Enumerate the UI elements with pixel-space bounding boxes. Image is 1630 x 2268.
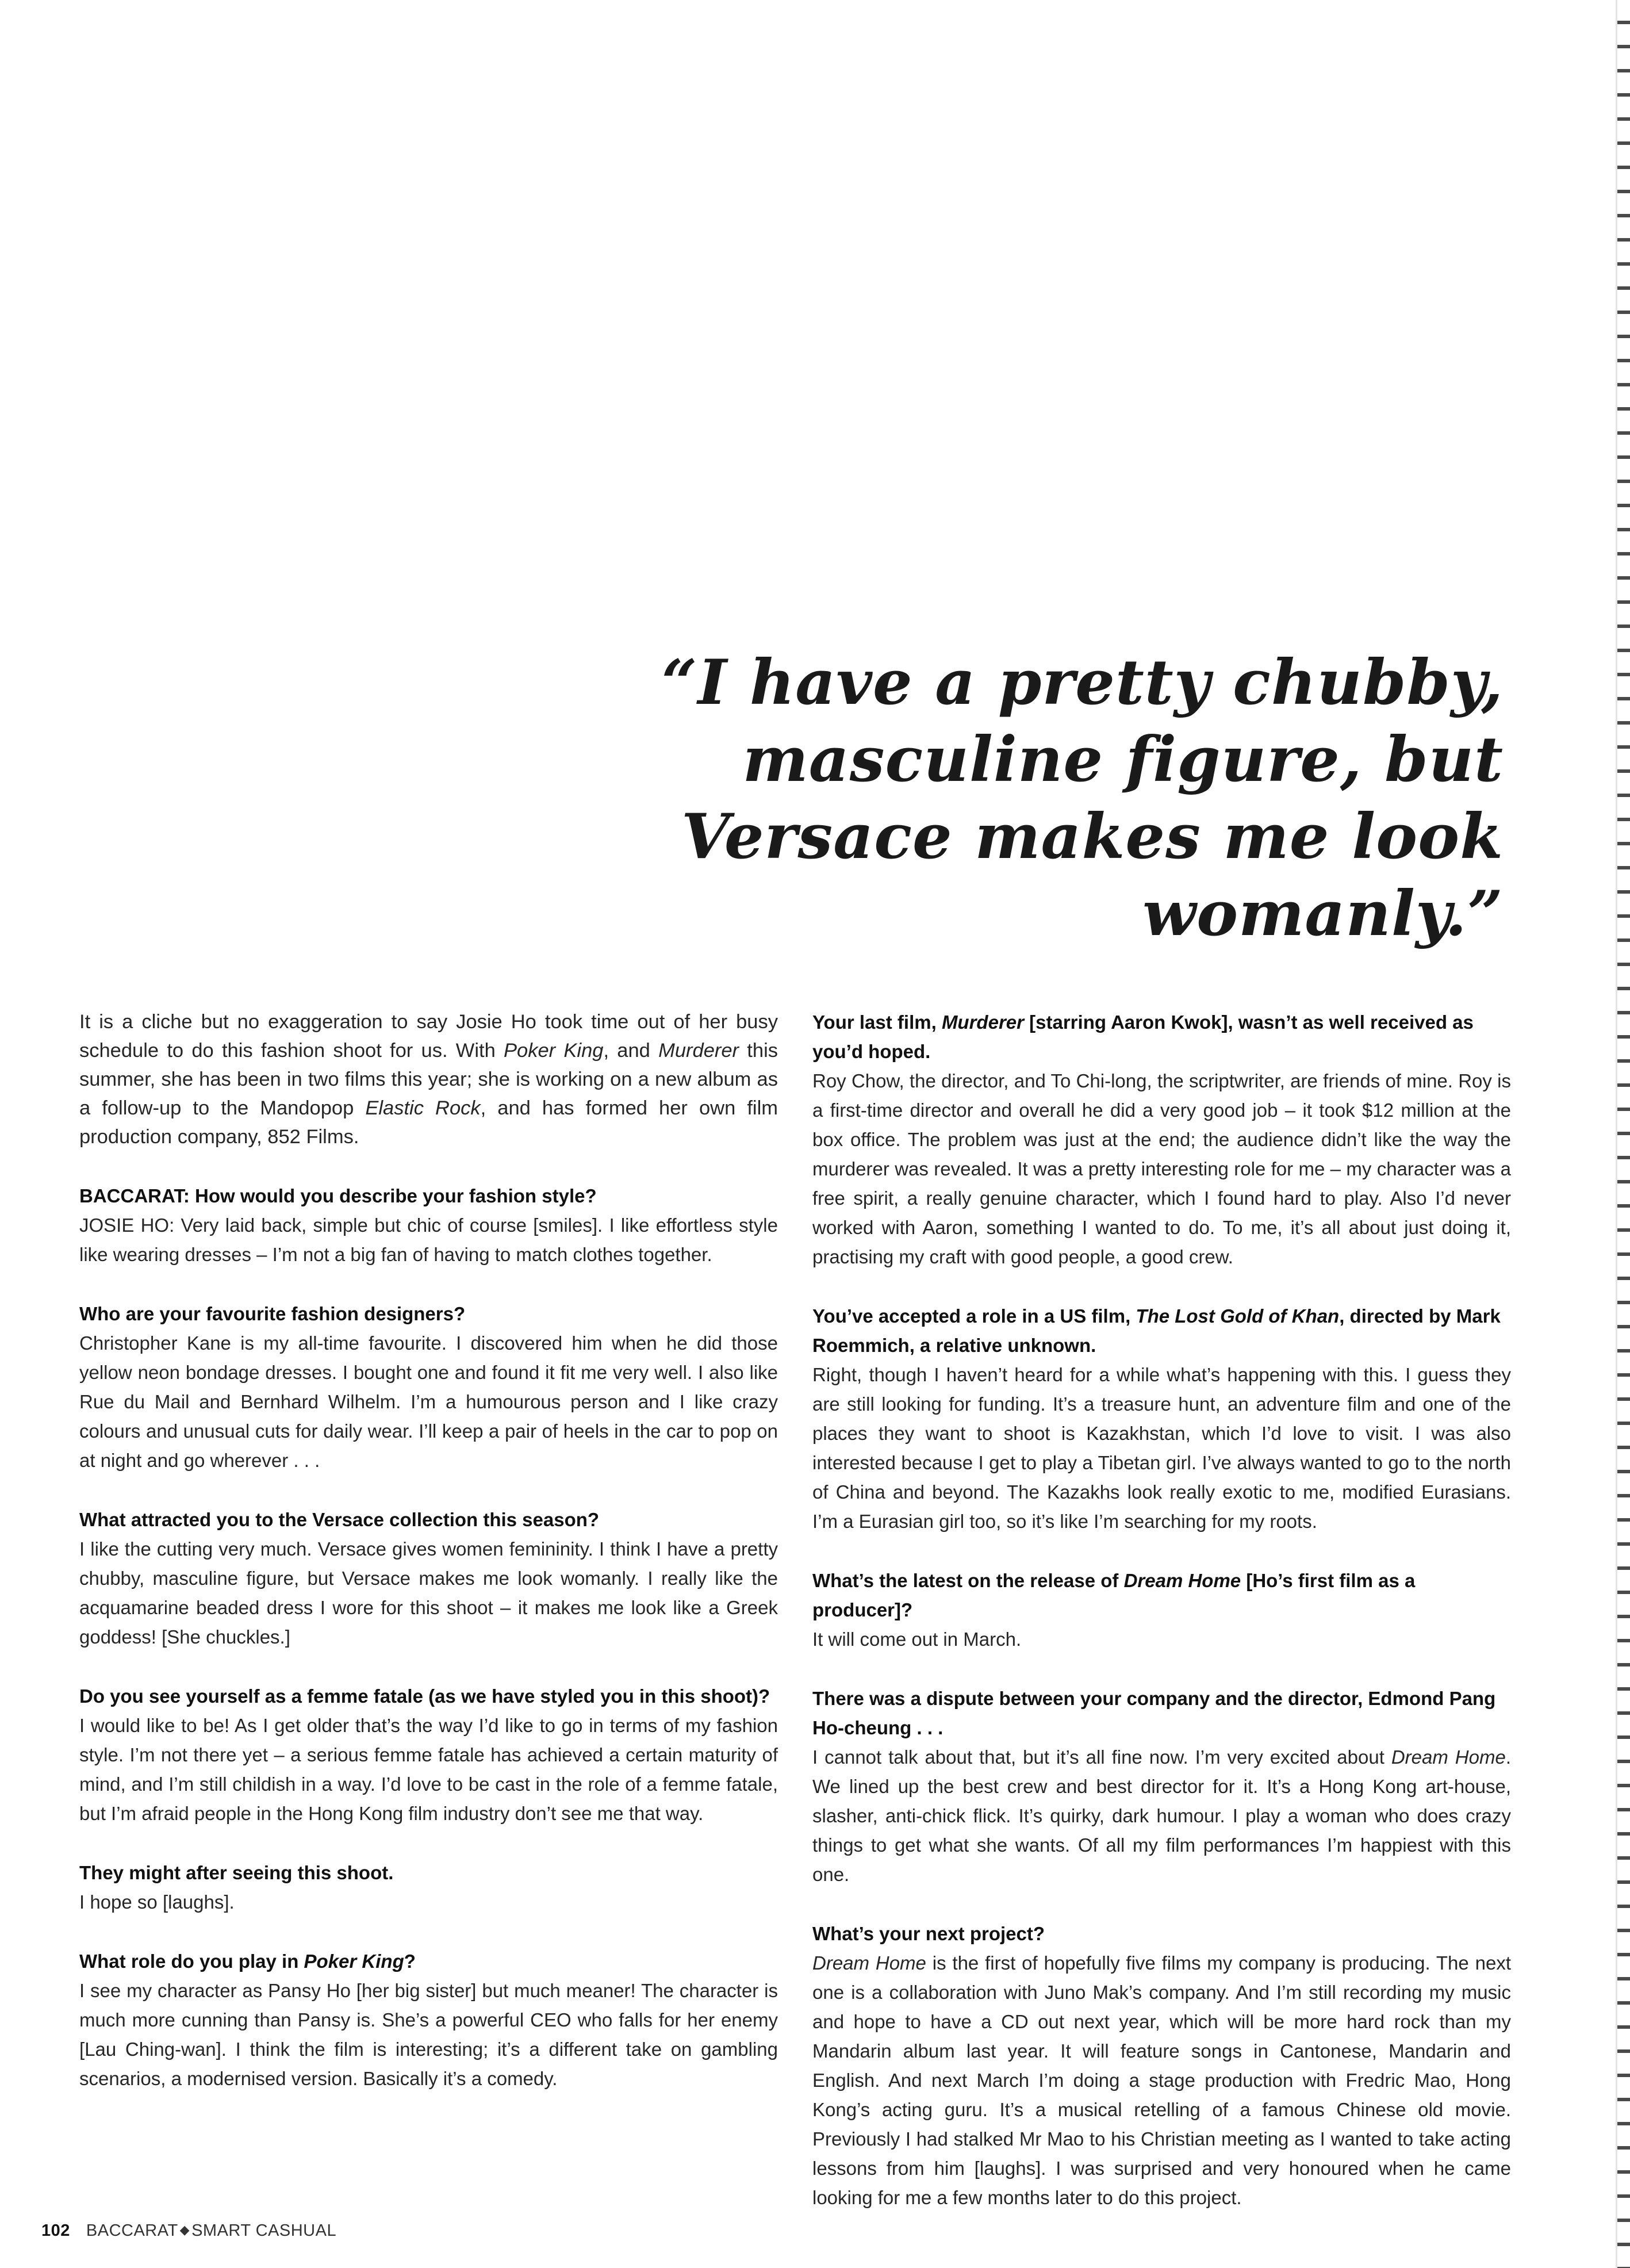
page-number: 102 (41, 2221, 70, 2240)
interview-question (812, 1301, 1511, 1360)
intro-paragraph (79, 1007, 778, 1151)
interview-answer: Christopher Kane is my all-time favourite. I discovered him when he did those yellow neon bondage dresses. I bought one and found it fit me very well. I also like Rue du Mail and Bernhard Wilhelm. I’m a humourous person and I like crazy colours and unusual cuts for daily wear. I’ll keep a pair of heels in the car to pop on at night and go wherever . . . (79, 1332, 778, 1471)
film-title: Poker King (304, 1951, 404, 1972)
interview-answer: I would like to be! As I get older that’s the way I’d like to go in terms of my fashion style. I’m not there yet – a serious femme fatale has achieved a certain maturity of mind, and I’m still childish in a way. I’d love to be cast in the role of a femme fatale, but I’m afraid people in the Hong Kong film industry don’t see me that way. (79, 1715, 778, 1824)
film-title: Dream Home (812, 1952, 926, 1974)
interview-question: BACCARAT: How would you describe your fashion style? (79, 1185, 597, 1206)
interview-question: What’s your next project? (812, 1923, 1045, 1944)
answer-text: is the first of hopefully five films my company is producing. The next one is a collaboration with Juno Mak’s company. And I’m still recording my music and hope to have a CD out next year, which will be more hard rock than my Mandarin album last year. It will feature songs in Cantonese, Mandarin and English. And next March I’m doing a stage production with Fredric Mao, Hong Kong’s acting guru. It’s a musical retelling of a famous Chinese old movie. Previously I had stalked Mr Mao to his Christian meeting as I wanted to take acting lessons from him [laughs]. I was surprised and very honoured when he came looking for me a few months later to do this project. (812, 1952, 1511, 2208)
question-text: [Ho’s first film as a producer]? (812, 1570, 1416, 1620)
pull-quote-line: Versace makes me look (681, 800, 1504, 873)
film-title: Murderer (941, 1012, 1024, 1033)
pull-quote-line: “I have a pretty chubby, (661, 646, 1504, 719)
pull-quote (641, 644, 1504, 952)
diamond-icon: ◆ (179, 2223, 190, 2237)
interview-answer: Roy Chow, the director, and To Chi-long, the scriptwriter, are friends of mine. Roy is a first-time director and overall he did a very good job – it took $12 million at the box office. The problem was just at the end; the audience didn’t like the way the murderer was revealed. It was a pretty interesting role for me – my character was a free spirit, a really genuine character, which I found hard to play. Also I’d never worked with Aaron, something I wanted to do. To me, it’s all about just doing it, practising my craft with good people, a good crew. (812, 1070, 1511, 1267)
pull-quote-line: masculine figure, but (742, 723, 1504, 796)
interview-answer (812, 1948, 1511, 2212)
question-text: Your last film, (812, 1012, 942, 1033)
left-column (79, 1007, 778, 2123)
right-column (812, 1007, 1511, 2242)
interview-answer: Right, though I haven’t heard for a while what’s happening with this. I guess they are still looking for funding. It’s a treasure hunt, an adventure film and one of the places they want to shoot is Kazakhstan, which I’d love to visit. I was also interested because I get to play a Tibetan girl. I’ve always wanted to go to the north of China and beyond. The Kazakhs look really exotic to me, modified Eurasians. I’m a Eurasian girl too, so it’s like I’m searching for my roots. (812, 1364, 1511, 1532)
intro-text: It is a cliche but no exaggeration to say Josie Ho took time out of her busy schedule to do this fashion shoot for us. With (79, 1011, 778, 1062)
film-title: Dream Home (1391, 1746, 1506, 1768)
question-text: What’s the latest on the release of (812, 1570, 1124, 1591)
film-title: Poker King (504, 1040, 604, 1062)
page-footer (41, 2221, 336, 2240)
interview-answer: I hope so [laughs]. (79, 1891, 235, 1913)
question-text: , directed by Mark Roemmich, a relative unknown. (812, 1305, 1501, 1356)
interview-question: They might after seeing this shoot. (79, 1862, 394, 1883)
question-text: ? (404, 1951, 416, 1972)
answer-text: . We lined up the best crew and best director for it. It’s a Hong Kong art-house, slasher, anti-chick flick. It’s quirky, dark humour. I play a woman who does crazy things to get what she wants. Of all my film performances I’m happiest with this one. (812, 1746, 1511, 1885)
film-title: The Lost Gold of Khan (1136, 1305, 1340, 1327)
intro-text: , and has formed her own film production company, 852 Films. (79, 1097, 778, 1148)
interview-answer (812, 1742, 1511, 1889)
interview-question: Do you see yourself as a femme fatale (as we have styled you in this shoot)? (79, 1685, 770, 1707)
intro-text: , and (603, 1040, 659, 1062)
interview-question (79, 1947, 778, 1976)
answer-text: I cannot talk about that, but it’s all fine now. I’m very excited about (812, 1746, 1391, 1768)
interview-answer: I like the cutting very much. Versace gives women femininity. I think I have a pretty chubby, masculine figure, but Versace makes me look womanly. I really like the acquamarine beaded dress I wore for this shoot – it makes me look like a Greek goddess! [She chuckles.] (79, 1538, 778, 1648)
pull-quote-line: womanly.” (1142, 878, 1504, 950)
album-title: Elastic Rock (365, 1097, 481, 1119)
interview-answer: JOSIE HO: Very laid back, simple but chic of course [smiles]. I like effortless style like wearing dresses – I’m not a big fan of having to match clothes together. (79, 1215, 778, 1265)
interview-question (812, 1007, 1511, 1066)
question-text: What role do you play in (79, 1951, 304, 1972)
section-name: SMART CASHUAL (191, 2221, 337, 2240)
interview-question (812, 1566, 1511, 1625)
magazine-name: BACCARAT (86, 2221, 178, 2240)
interview-question: What attracted you to the Versace collection this season? (79, 1509, 600, 1530)
interview-answer: I see my character as Pansy Ho [her big sister] but much meaner! The character is much more cunning than Pansy is. She’s a powerful CEO who falls for her enemy [Lau Ching-wan]. I think the film is interesting; it’s a different take on gambling scenarios, a modernised version. Basically it’s a comedy. (79, 1980, 778, 2089)
interview-answer: It will come out in March. (812, 1629, 1022, 1650)
intro-text: this summer, she has been in two films this year; she is working on a new album as a follow-up to the Mandopop (79, 1040, 778, 1119)
binding-edge-marks (1617, 0, 1630, 2268)
interview-question: There was a dispute between your company and the director, Edmond Pang Ho-cheung . . . (812, 1688, 1496, 1738)
film-title: Dream Home (1123, 1570, 1241, 1591)
interview-question: Who are your favourite fashion designers? (79, 1303, 466, 1324)
film-title: Murderer (658, 1040, 739, 1062)
question-text: [starring Aaron Kwok], wasn’t as well received as you’d hoped. (812, 1012, 1474, 1062)
question-text: You’ve accepted a role in a US film, (812, 1305, 1136, 1327)
